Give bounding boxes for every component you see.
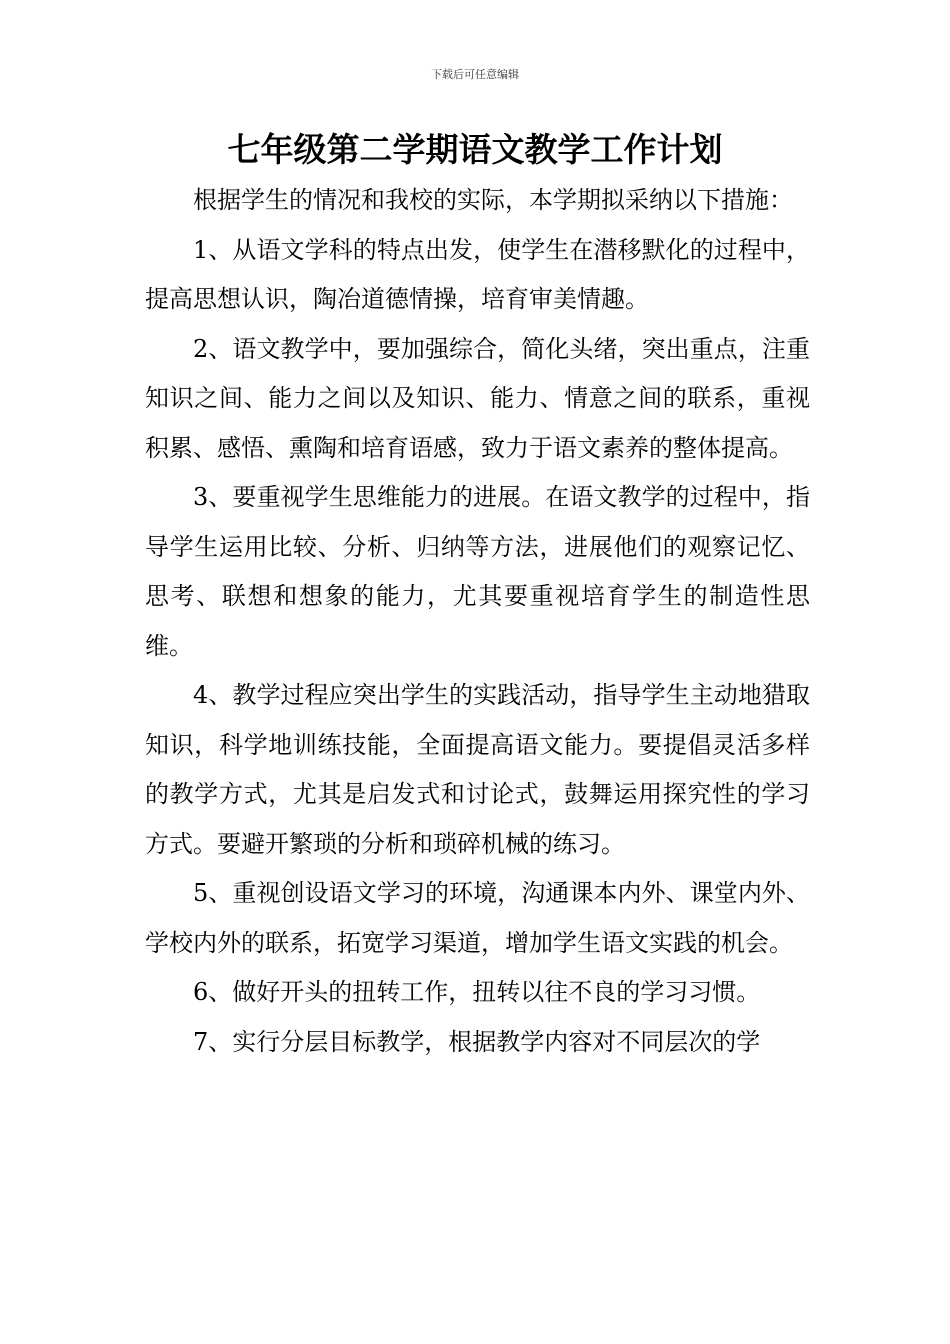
paragraph-item-4: 4、教学过程应突出学生的实践活动，指导学生主动地猎取知识，科学地训练技能，全面提高语文能力。要提倡灵活多样的教学方式，尤其是启发式和讨论式，鼓舞运用探究性的学习方式。要避开繁琐的分析和琐碎机械的练习。 [145,681,810,858]
header-note: 下载后可任意编辑 [431,68,519,81]
paragraph-item-1: 1、从语文学科的特点出发，使学生在潜移默化的过程中，提高思想认识，陶冶道德情操，培育审美情趣。 [145,235,810,313]
paragraph-item-6: 6、做好开头的扭转工作，扭转以往不良的学习习惯。 [193,978,761,1006]
document-body [145,176,810,1067]
paragraph-item-2: 2、语文教学中，要加强综合，简化头绪，突出重点，注重知识之间、能力之间以及知识、能力、情意之间的联系，重视积累、感悟、熏陶和培育语感，致力于语文素养的整体提高。 [145,334,810,462]
paragraph-intro: 根据学生的情况和我校的实际，本学期拟采纳以下措施： [193,186,793,214]
paragraph-item-5: 5、重视创设语文学习的环境，沟通课本内外、课堂内外、学校内外的联系，拓宽学习渠道，增加学生语文实践的机会。 [145,879,810,957]
document-title: 七年级第二学期语文教学工作计划 [227,130,723,169]
paragraph-item-7: 7、实行分层目标教学，根据教学内容对不同层次的学 [193,1027,761,1056]
paragraph-item-3: 3、要重视学生思维能力的进展。在语文教学的过程中，指导学生运用比较、分析、归纳等方法，进展他们的观察记忆、思考、联想和想象的能力，尤其要重视培育学生的制造性思维。 [145,483,810,660]
